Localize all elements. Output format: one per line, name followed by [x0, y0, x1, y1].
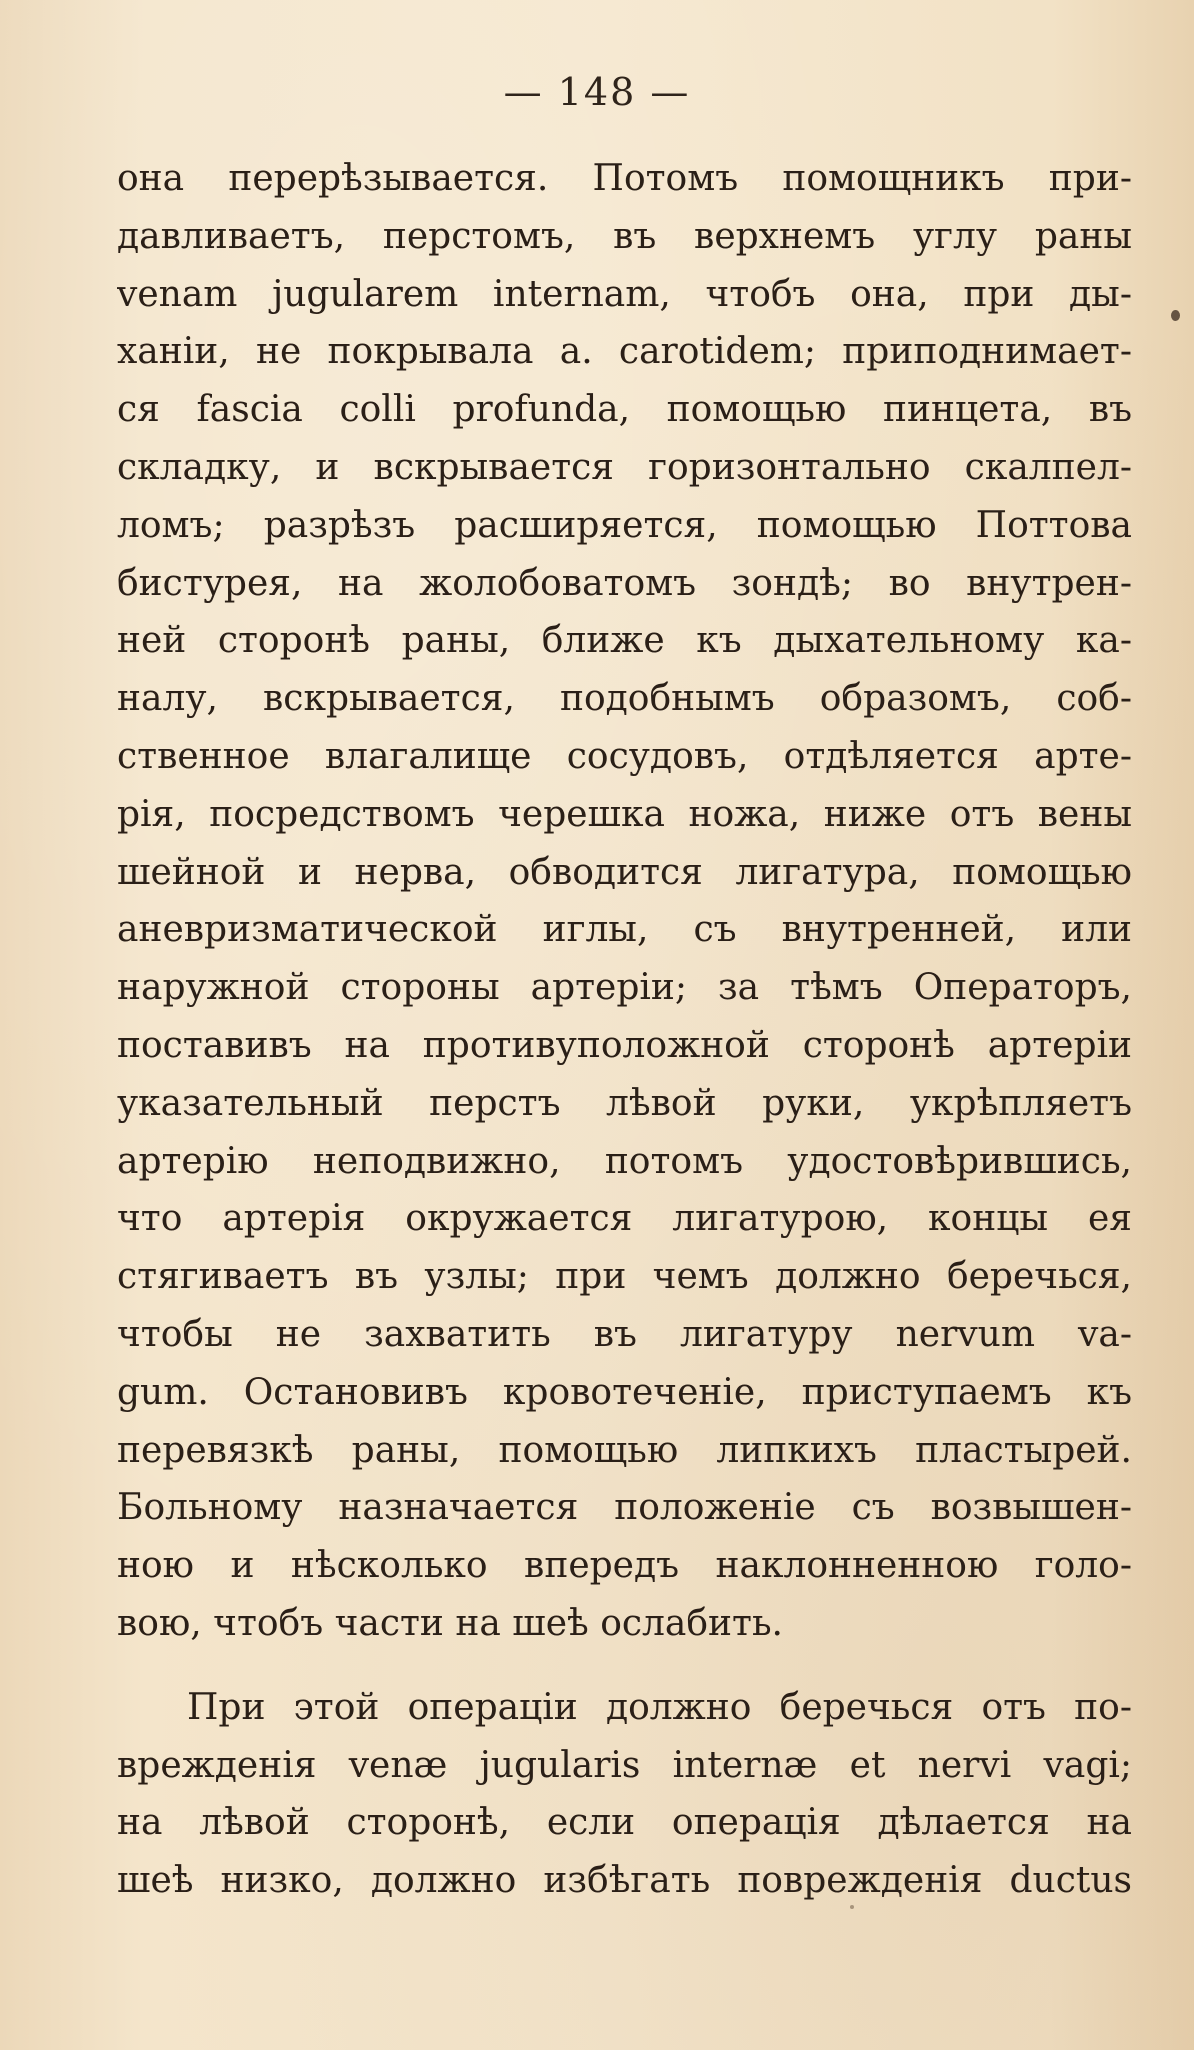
- text-block: [117, 150, 1132, 1910]
- text-line: налу, вскрывается, подобнымъ образомъ, соб-: [117, 678, 1132, 720]
- ink-speck: [1171, 310, 1180, 321]
- text-line: Больному назначается положеніе съ возвышен-: [117, 1487, 1132, 1529]
- text-line: бистурея, на жолобоватомъ зондѣ; во внутрен-: [117, 562, 1132, 604]
- text-line: рія, посредствомъ черешка ножа, ниже отъ вены: [117, 793, 1132, 835]
- text-line: перевязкѣ раны, помощью липкихъ пластырей.: [117, 1429, 1132, 1471]
- text-line: gum. Остановивъ кровотеченіе, приступаемъ къ: [117, 1371, 1132, 1413]
- ink-speck: [850, 1905, 854, 1909]
- text-line: ханіи, не покрывала a. carotidem; приподнимает-: [117, 331, 1132, 373]
- text-line: она перерѣзывается. Потомъ помощникъ при-: [117, 158, 1132, 199]
- text-line: складку, и вскрывается горизонтально скалпел-: [117, 446, 1132, 488]
- text-line: артерію неподвижно, потомъ удостовѣрившись,: [117, 1140, 1132, 1182]
- page-number: — 148 —: [503, 70, 691, 114]
- text-line: При этой операціи должно беречься отъ по-: [187, 1686, 1132, 1728]
- text-line: давливаетъ, перстомъ, въ верхнемъ углу раны: [117, 215, 1132, 257]
- text-line: venam jugularem internam, чтобъ она, при ды-: [117, 273, 1132, 315]
- text-line: на лѣвой сторонѣ, если операція дѣлается на: [117, 1802, 1132, 1844]
- text-line: шеѣ низко, должно избѣгать поврежденія ductus: [117, 1860, 1132, 1902]
- text-line: ною и нѣсколько впередъ наклонненною голо-: [117, 1545, 1132, 1587]
- text-line: вою, чтобъ части на шеѣ ослабить.: [117, 1602, 783, 1644]
- text-line: что артерія окружается лигатурою, концы ея: [117, 1198, 1132, 1240]
- text-line: стягиваетъ въ узлы; при чемъ должно беречься,: [117, 1256, 1132, 1298]
- paragraph-2: [117, 1679, 1132, 1910]
- text-line: врежденія venæ jugularis internæ et nervi vagi;: [117, 1744, 1132, 1786]
- text-line: ся fascia colli profunda, помощью пинцета, въ: [117, 389, 1132, 431]
- text-line: указательный перстъ лѣвой руки, укрѣпляетъ: [117, 1082, 1132, 1124]
- text-line: шейной и нерва, обводится лигатура, помощью: [117, 851, 1132, 893]
- text-line: ломъ; разрѣзъ расширяется, помощью Поттова: [117, 504, 1132, 546]
- text-line: поставивъ на противуположной сторонѣ артеріи: [117, 1024, 1132, 1066]
- text-line: ственное влагалище сосудовъ, отдѣляется арте-: [117, 735, 1132, 777]
- text-line: аневризматической иглы, съ внутренней, или: [117, 909, 1132, 951]
- text-line: наружной стороны артеріи; за тѣмъ Операторъ,: [117, 967, 1132, 1009]
- paragraph-1: [117, 150, 1132, 1653]
- paragraph-spacer: [117, 1653, 1132, 1679]
- text-line: ней сторонѣ раны, ближе къ дыхательному ка-: [117, 620, 1132, 662]
- text-line: чтобы не захватить въ лигатуру nervum va-: [117, 1313, 1132, 1355]
